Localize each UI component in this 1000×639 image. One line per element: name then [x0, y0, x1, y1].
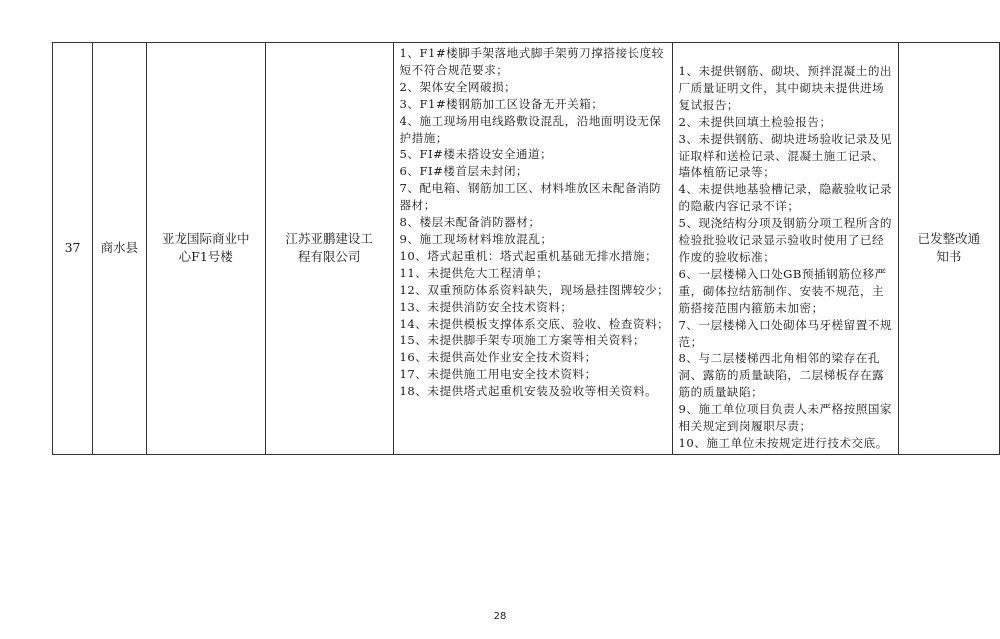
- list-item: 2、未提供回填土检验报告；: [678, 114, 832, 129]
- list-item: 9、施工单位项目负责人未严格按照国家相关规定到岗履职尽责；: [678, 402, 893, 434]
- quality-issues-cell: [672, 43, 898, 455]
- action-cell: 已发整改通知书: [898, 43, 999, 455]
- list-item: 14、未提供模板支撑体系交底、验收、检查资料；: [399, 316, 670, 331]
- list-item: 5、FI#楼未搭设安全通道；: [399, 147, 553, 162]
- list-item: 10、施工单位未按规定进行技术交底。: [678, 435, 888, 450]
- safety-issues-cell: [393, 43, 672, 455]
- list-item: 10、塔式起重机：塔式起重机基础无排水措施；: [399, 248, 658, 263]
- list-item: 1、F1#楼脚手架落地式脚手架剪刀撑搭接长度较短不符合规范要求；: [399, 46, 664, 77]
- list-item: 9、施工现场材料堆放混乱；: [399, 231, 553, 246]
- list-item: 6、FI#楼首层未封闭；: [399, 164, 529, 179]
- list-item: 16、未提供高处作业安全技术资料；: [399, 350, 597, 365]
- page-number: 28: [493, 611, 507, 622]
- list-item: 4、施工现场用电线路敷设混乱，沿地面明设无保护措施；: [399, 113, 662, 145]
- row-index: 37: [53, 43, 93, 455]
- list-item: 4、未提供地基验槽记录，隐蔽验收记录的隐蔽内容记录不详；: [678, 182, 893, 214]
- company-cell: 江苏亚鹏建设工程有限公司: [265, 43, 393, 455]
- list-item: 7、一层楼梯入口处砌体马牙槎留置不规范；: [678, 317, 893, 349]
- county-cell: 商水县: [93, 43, 147, 455]
- inspection-table: [52, 42, 1000, 455]
- table-row: [53, 43, 1000, 455]
- list-item: 17、未提供施工用电安全技术资料；: [399, 367, 597, 382]
- list-item: 7、配电箱、钢筋加工区、材料堆放区未配备消防器材；: [399, 181, 662, 213]
- list-item: 13、未提供消防安全技术资料；: [399, 299, 573, 314]
- list-item: 3、F1#楼钢筋加工区设备无开关箱；: [399, 96, 604, 111]
- list-item: 8、楼层未配备消防器材；: [399, 215, 541, 230]
- list-item: 3、未提供钢筋、砌块进场验收记录及见证取样和送检记录、混凝土施工记录、墙体植筋记录等；: [678, 131, 893, 180]
- list-item: 15、未提供脚手架专项施工方案等相关资料；: [399, 333, 646, 348]
- list-item: 5、现浇结构分项及钢筋分项工程所含的检验批验收记录显示验收时使用了已经作废的验收标准；: [678, 216, 893, 264]
- list-item: 18、未提供塔式起重机安装及验收等相关资料。: [399, 384, 658, 399]
- list-item: 2、架体安全网破损；: [399, 79, 517, 94]
- list-item: 1、未提供钢筋、砌块、预拌混凝土的出厂质量证明文件，其中砌块未提供进场复试报告；: [678, 64, 893, 112]
- safety-issues-list: [394, 43, 672, 402]
- list-item: 6、一层楼梯入口处GB预插钢筋位移严重，砌体拉结筋制作、安装不规范，主筋搭接范围内箍筋未加密；: [678, 266, 887, 315]
- project-name-cell: 亚龙国际商业中心F1号楼: [146, 43, 265, 455]
- list-item: 11、未提供危大工程清单；: [399, 265, 549, 280]
- list-item: 8、与二层楼梯西北角相邻的梁存在孔洞、露筋的质量缺陷，二层梯板存在露筋的质量缺陷；: [678, 351, 885, 400]
- quality-issues-list: [673, 43, 898, 454]
- list-item: 12、双重预防体系资料缺失，现场悬挂图牌较少；: [399, 282, 670, 297]
